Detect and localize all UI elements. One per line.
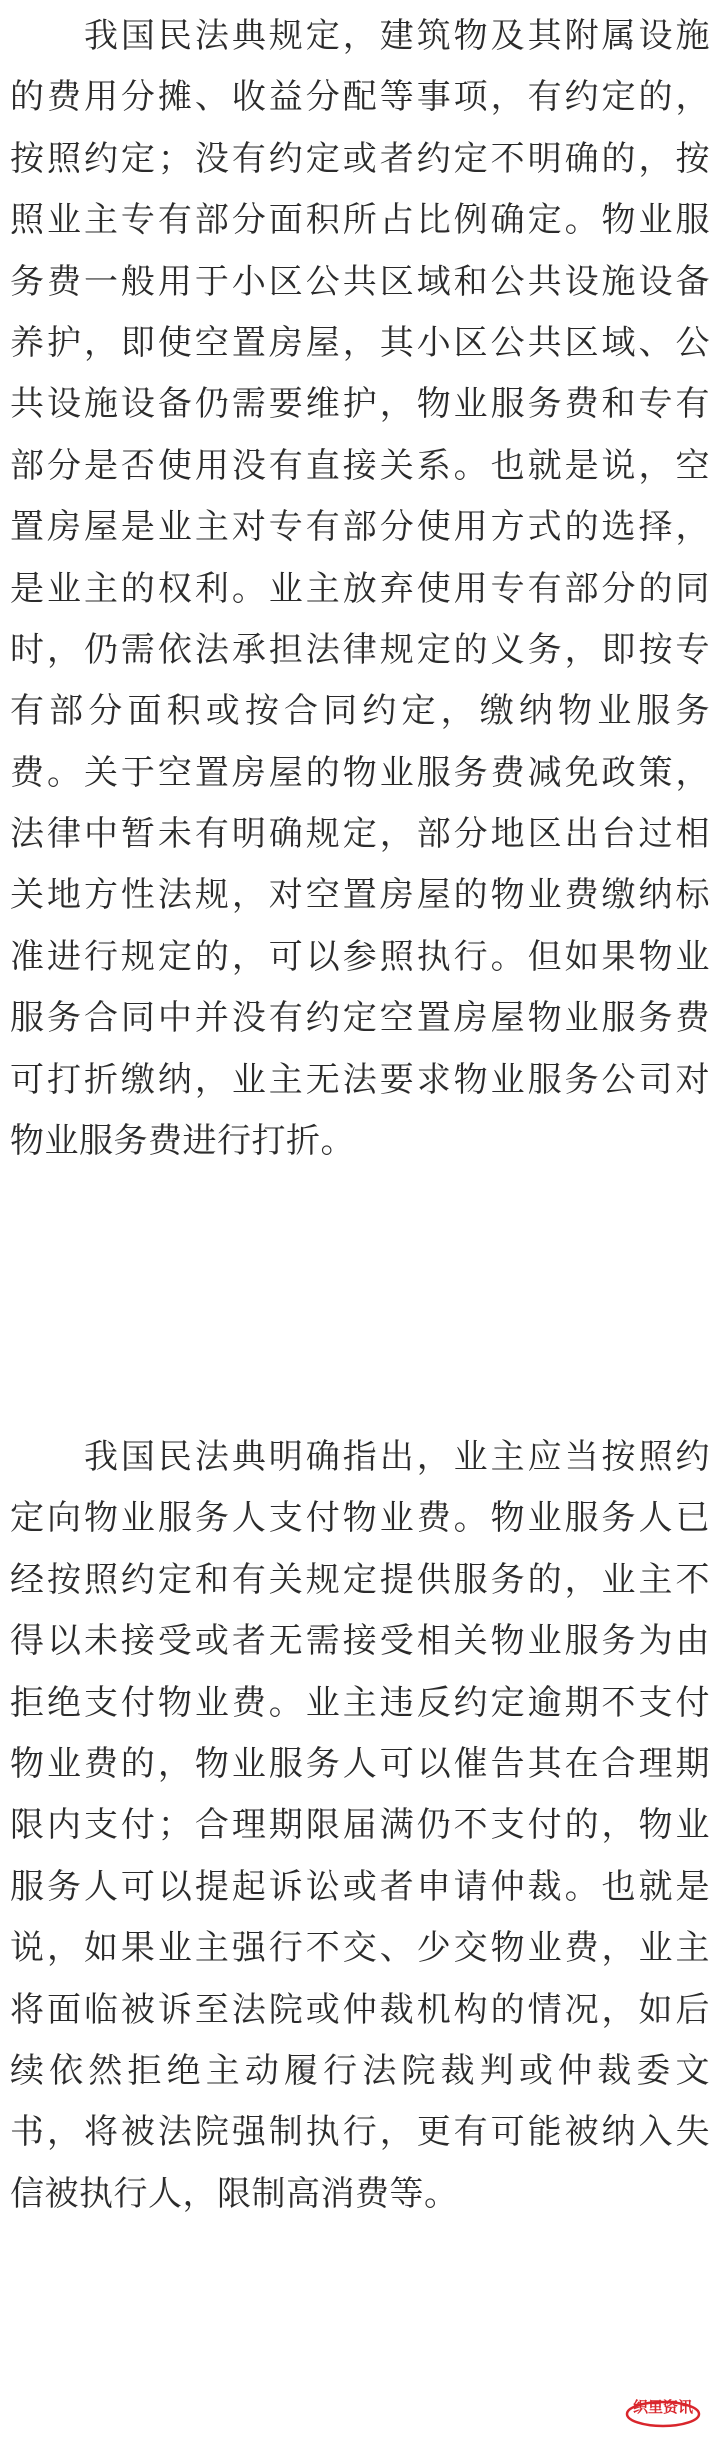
text-line: 有部分面积或按合同约定，缴纳物业服务 [10, 691, 710, 732]
text-line: 可打折缴纳，业主无法要求物业服务公司对 [10, 1059, 710, 1100]
text-line: 服务合同中并没有约定空置房屋物业服务费 [10, 998, 710, 1039]
text-line: 时，仍需依法承担法律规定的义务，即按专 [10, 629, 710, 670]
text-line: 按照约定；没有约定或者约定不明确的，按 [10, 138, 710, 179]
text-line: 是业主的权利。业主放弃使用专有部分的同 [10, 568, 710, 609]
text-line: 务费一般用于小区公共区域和公共设施设备 [10, 261, 710, 302]
text-line: 经按照约定和有关规定提供服务的，业主不 [10, 1559, 710, 1600]
text-line: 关地方性法规，对空置房屋的物业费缴纳标 [10, 875, 710, 916]
text-line: 法律中暂未有明确规定，部分地区出台过相 [10, 814, 710, 855]
watermark-icon [624, 2392, 702, 2430]
text-line: 置房屋是业主对专有部分使用方式的选择， [10, 507, 710, 548]
text-line: 养护，即使空置房屋，其小区公共区域、公 [10, 322, 710, 363]
text-line: 我国民法典规定，建筑物及其附属设施 [10, 16, 710, 56]
paragraph-1 [10, 6, 710, 1172]
text-line: 信被执行人，限制高消费等。 [10, 2173, 459, 2214]
text-line: 物业服务费进行打折。 [10, 1121, 355, 1162]
paragraph-2 [10, 1427, 710, 2225]
text-line: 定向物业服务人支付物业费。物业服务人已 [10, 1498, 710, 1539]
text-line: 的费用分摊、收益分配等事项，有约定的， [10, 77, 710, 118]
text-line: 限内支付；合理期限届满仍不支付的，物业 [10, 1805, 710, 1846]
watermark-logo [624, 2392, 702, 2430]
text-line: 书，将被法院强制执行，更有可能被纳入失 [10, 2112, 710, 2153]
text-line: 部分是否使用没有直接关系。也就是说，空 [10, 445, 710, 486]
text-line: 物业费的，物业服务人可以催告其在合理期 [10, 1743, 710, 1784]
text-line: 照业主专有部分面积所占比例确定。物业服 [10, 200, 710, 241]
text-line: 得以未接受或者无需接受相关物业服务为由 [10, 1621, 710, 1662]
text-line: 续依然拒绝主动履行法院裁判或仲裁委文 [10, 2050, 710, 2091]
text-line: 说，如果业主强行不交、少交物业费，业主 [10, 1928, 710, 1969]
text-line: 将面临被诉至法院或仲裁机构的情况，如后 [10, 1989, 710, 2030]
text-line: 准进行规定的，可以参照执行。但如果物业 [10, 936, 710, 977]
watermark-text: 织里资讯 [632, 2398, 694, 2416]
text-line: 拒绝支付物业费。业主违反约定逾期不支付 [10, 1682, 710, 1723]
text-line: 共设施设备仍需要维护，物业服务费和专有 [10, 384, 710, 425]
text-line: 服务人可以提起诉讼或者申请仲裁。也就是 [10, 1866, 710, 1907]
text-line: 费。关于空置房屋的物业服务费减免政策， [10, 752, 710, 793]
text-line: 我国民法典明确指出，业主应当按照约 [10, 1437, 710, 1477]
